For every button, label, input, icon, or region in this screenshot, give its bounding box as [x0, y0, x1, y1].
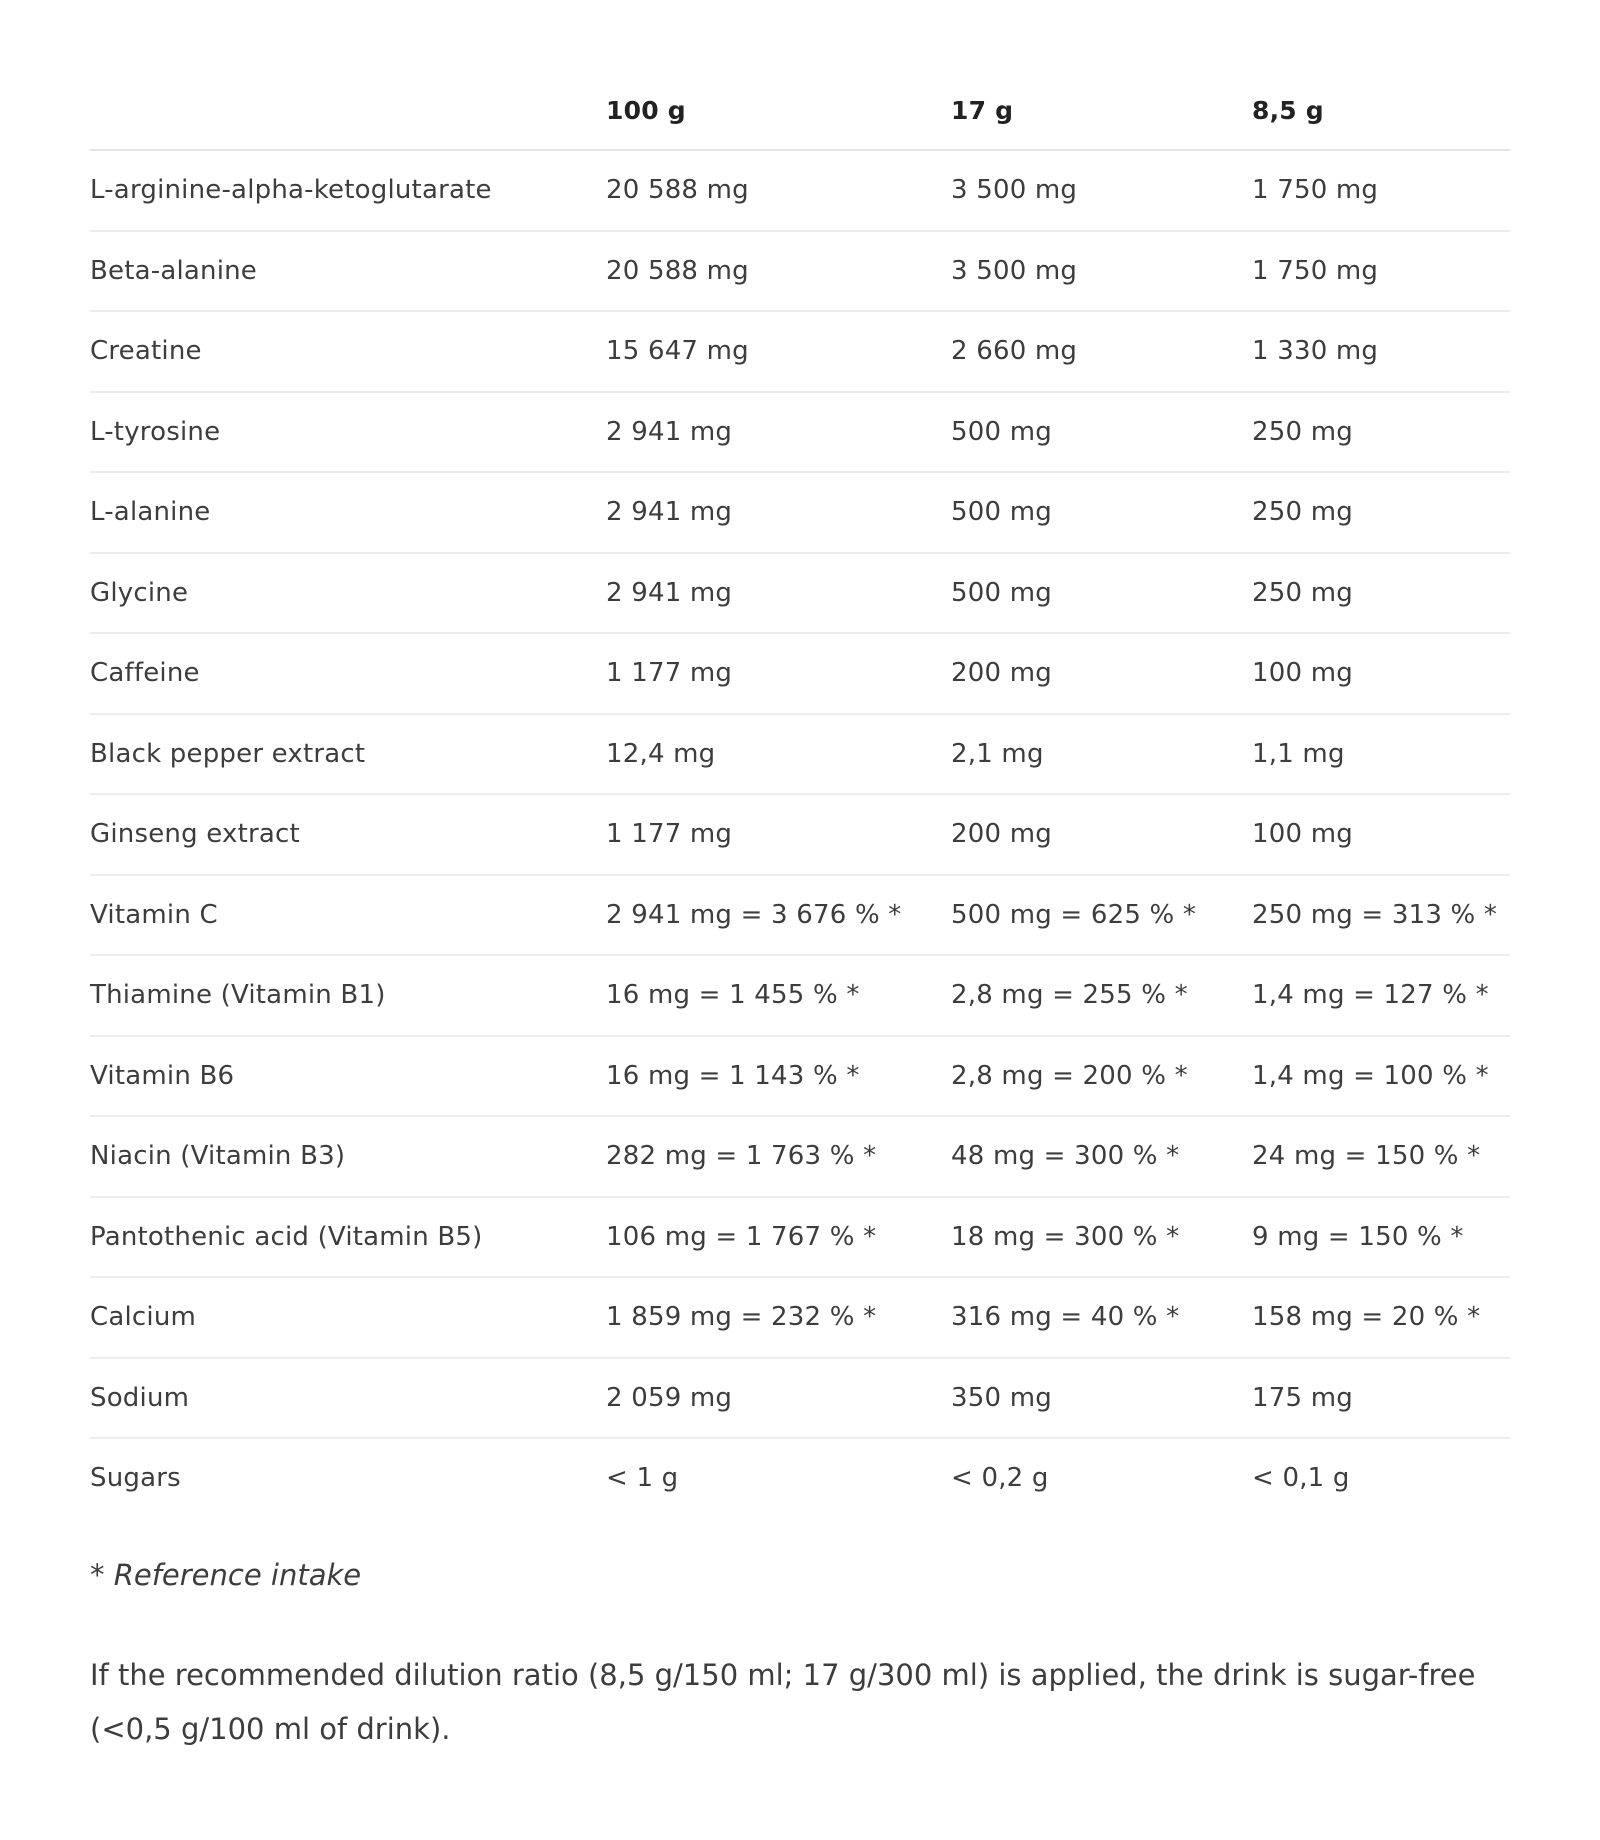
value-17g-cell: 500 mg: [951, 392, 1252, 473]
value-17g-cell: 2,1 mg: [951, 714, 1252, 795]
value-100g-cell: < 1 g: [606, 1463, 679, 1494]
value-8-5g-cell: 250 mg: [1252, 472, 1510, 553]
value-8-5g-cell: 1 330 mg: [1252, 311, 1510, 392]
ingredient-name-cell: Ginseng extract: [90, 794, 606, 875]
value-8-5g-cell: 1,1 mg: [1252, 714, 1510, 795]
value-17g-cell: 316 mg = 40 % *: [951, 1277, 1252, 1358]
value-100g-cell: 20 588 mg: [606, 150, 951, 231]
value-8-5g-cell: 175 mg: [1252, 1358, 1510, 1439]
table-row: [90, 955, 1510, 1036]
value-17g-cell: < 0,2 g: [951, 1463, 1049, 1494]
ingredient-name-cell: Creatine: [90, 311, 606, 392]
header-100g: 100 g: [606, 72, 951, 150]
value-100g-cell: 106 mg = 1 767 % *: [606, 1197, 951, 1278]
header-8-5g: 8,5 g: [1252, 72, 1510, 150]
value-100g-cell: 15 647 mg: [606, 311, 951, 392]
value-8-5g-cell: 1 750 mg: [1252, 231, 1510, 312]
reference-intake-footnote: * Reference intake: [90, 1558, 362, 1592]
value-100g-cell: 1 177 mg: [606, 794, 951, 875]
value-8-5g-cell: 100 mg: [1252, 794, 1510, 875]
value-17g-cell: 500 mg: [951, 553, 1252, 634]
ingredient-name-cell: Glycine: [90, 553, 606, 634]
value-100g-cell: 20 588 mg: [606, 231, 951, 312]
value-17g-cell: 500 mg = 625 % *: [951, 875, 1252, 956]
table-row: [90, 1036, 1510, 1117]
value-8-5g-cell: 1,4 mg = 100 % *: [1252, 1036, 1510, 1117]
ingredient-name-cell: Beta-alanine: [90, 231, 606, 312]
ingredient-name-cell: Caffeine: [90, 633, 606, 714]
value-8-5g-cell: < 0,1 g: [1252, 1463, 1350, 1494]
value-17g-cell: 3 500 mg: [951, 150, 1252, 231]
ingredient-name-cell: Vitamin B6: [90, 1036, 606, 1117]
table-row: [90, 231, 1510, 312]
ingredient-name-cell: L-alanine: [90, 472, 606, 553]
value-8-5g-cell: 24 mg = 150 % *: [1252, 1116, 1510, 1197]
value-8-5g-cell: 1,4 mg = 127 % *: [1252, 955, 1510, 1036]
table-row: [90, 1116, 1510, 1197]
table-row: [90, 553, 1510, 634]
table-row: [90, 714, 1510, 795]
table-header-row: [90, 72, 1510, 150]
value-8-5g-cell: 158 mg = 20 % *: [1252, 1277, 1510, 1358]
value-8-5g-cell: 250 mg: [1252, 553, 1510, 634]
value-8-5g-cell: 1 750 mg: [1252, 150, 1510, 231]
value-100g-cell: 2 941 mg: [606, 553, 951, 634]
value-17g-cell: 2,8 mg = 200 % *: [951, 1036, 1252, 1117]
ingredient-name-cell: Niacin (Vitamin B3): [90, 1116, 606, 1197]
value-17g-cell: 350 mg: [951, 1358, 1252, 1439]
value-8-5g-cell: 250 mg: [1252, 392, 1510, 473]
ingredient-name-cell: Vitamin C: [90, 875, 606, 956]
table-row: [90, 150, 1510, 231]
value-17g-cell: 18 mg = 300 % *: [951, 1197, 1252, 1278]
table-row: [90, 633, 1510, 714]
value-100g-cell: 16 mg = 1 455 % *: [606, 955, 951, 1036]
value-100g-cell: 16 mg = 1 143 % *: [606, 1036, 951, 1117]
value-100g-cell: 2 941 mg: [606, 472, 951, 553]
ingredient-name-cell: L-arginine-alpha-ketoglutarate: [90, 150, 606, 231]
value-100g-cell: 2 059 mg: [606, 1358, 951, 1439]
value-100g-cell: 1 859 mg = 232 % *: [606, 1277, 951, 1358]
value-100g-cell: 12,4 mg: [606, 714, 951, 795]
dilution-note: If the recommended dilution ratio (8,5 g/150 ml; 17 g/300 ml) is applied, the drink is sugar-free (<0,5 g/100 ml of drink).: [90, 1658, 1476, 1746]
value-100g-cell: 2 941 mg = 3 676 % *: [606, 875, 951, 956]
ingredient-name-cell: Sodium: [90, 1358, 606, 1439]
value-100g-cell: 282 mg = 1 763 % *: [606, 1116, 951, 1197]
value-17g-cell: 2 660 mg: [951, 311, 1252, 392]
table-row: [90, 1277, 1510, 1358]
table-row: [90, 472, 1510, 553]
ingredient-name-cell: Thiamine (Vitamin B1): [90, 955, 606, 1036]
table-body: [90, 150, 1510, 1518]
table-row: [90, 1358, 1510, 1439]
table-row: [90, 311, 1510, 392]
value-100g-cell: 2 941 mg: [606, 392, 951, 473]
value-100g-cell: 1 177 mg: [606, 633, 951, 714]
table-row: [90, 392, 1510, 473]
value-8-5g-cell: 9 mg = 150 % *: [1252, 1197, 1510, 1278]
header-17g: 17 g: [951, 72, 1252, 150]
ingredient-name-cell: Black pepper extract: [90, 714, 606, 795]
ingredient-name-cell: L-tyrosine: [90, 392, 606, 473]
table-row: [90, 1197, 1510, 1278]
ingredient-name-cell: Calcium: [90, 1277, 606, 1358]
value-17g-cell: 48 mg = 300 % *: [951, 1116, 1252, 1197]
table-row: [90, 794, 1510, 875]
value-8-5g-cell: 100 mg: [1252, 633, 1510, 714]
header-ingredient: [90, 72, 606, 150]
value-17g-cell: 2,8 mg = 255 % *: [951, 955, 1252, 1036]
value-17g-cell: 3 500 mg: [951, 231, 1252, 312]
value-17g-cell: 500 mg: [951, 472, 1252, 553]
table-row: [90, 875, 1510, 956]
ingredient-name-cell: Sugars: [90, 1463, 181, 1494]
table-row: [90, 1438, 1510, 1518]
value-17g-cell: 200 mg: [951, 633, 1252, 714]
nutrition-table: [90, 72, 1510, 1518]
value-8-5g-cell: 250 mg = 313 % *: [1252, 875, 1510, 956]
ingredient-name-cell: Pantothenic acid (Vitamin B5): [90, 1197, 606, 1278]
value-17g-cell: 200 mg: [951, 794, 1252, 875]
